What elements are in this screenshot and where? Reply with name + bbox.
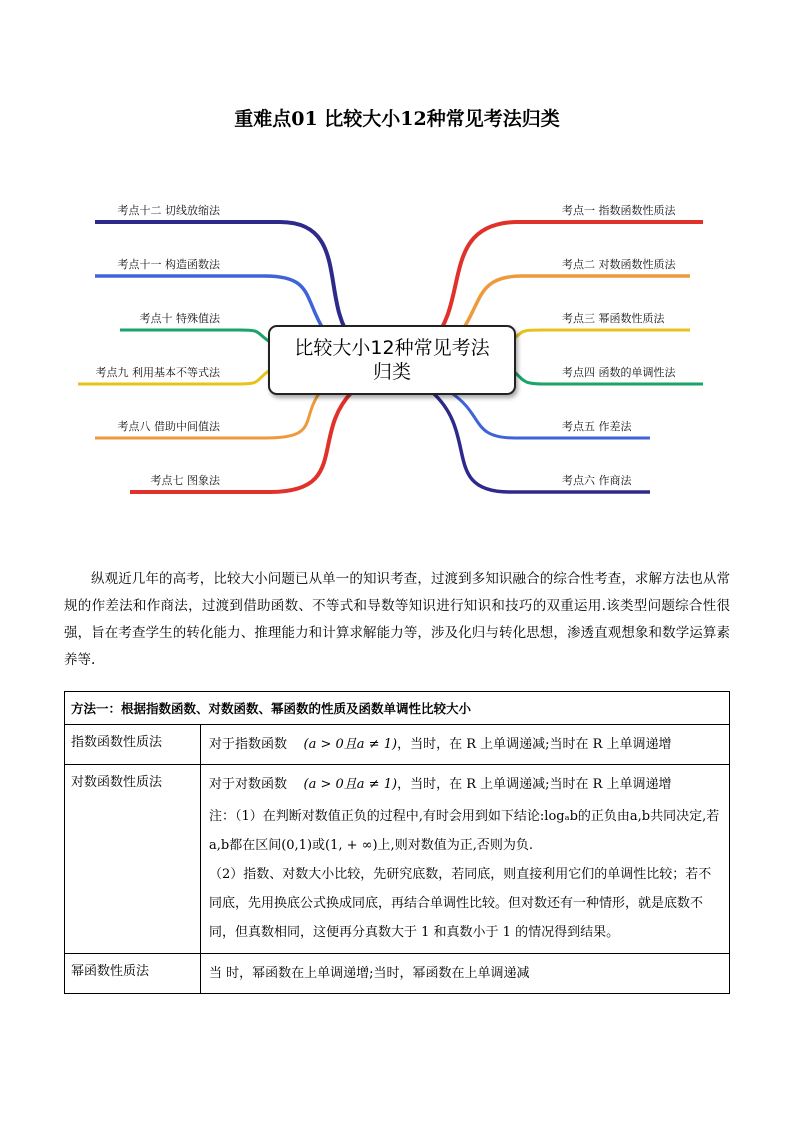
- row-text: ，当时，在 R 上单调递减;当时在 R 上单调递增: [397, 777, 672, 792]
- mind-map: [0, 180, 794, 510]
- row-body-exponential: [201, 725, 730, 765]
- topic-label-1: 考点一 指数函数性质法: [562, 204, 676, 217]
- topic-label-2: 考点二 对数函数性质法: [562, 258, 676, 271]
- row-text: ，当时，在 R 上单调递减;当时在 R 上单调递增: [397, 737, 672, 752]
- table-row: [65, 765, 730, 954]
- note-2: （2）指数、对数大小比较，先研究底数，若同底，则直接利用它们的单调性比较；若不同底，先用换底公式换成同底，再结合单调性比较。但对数还有一种情形，就是底数不同，但真数相同，这便再分真数大于 1 和真数小于 1 的情况得到结果。: [209, 867, 712, 940]
- row-text: 对于对数函数: [209, 777, 288, 792]
- branch-left-1: [95, 222, 352, 340]
- topic-label-7: 考点七 图象法: [150, 474, 220, 487]
- mind-map-center: [268, 325, 516, 395]
- topic-label-6: 考点六 作商法: [562, 474, 632, 487]
- math-condition: (a > 0且a ≠ 1): [303, 777, 398, 792]
- topic-label-4: 考点四 函数的单调性法: [562, 366, 676, 379]
- branch-left-3: [120, 330, 270, 342]
- intro-paragraph: 纵观近几年的高考，比较大小问题已从单一的知识考查，过渡到多知识融合的综合性考查，求解方法也从常规的作差法和作商法，过渡到借助函数、不等式和导数等知识进行知识和技巧的双重运用.该类型问题综合性很强，旨在考查学生的转化能力、推理能力和计算求解能力等，涉及化归与转化思想，渗透直观想象和数学运算素养等.: [64, 571, 730, 668]
- table-row: [65, 954, 730, 994]
- topic-label-12: 考点十二 切线放缩法: [117, 204, 220, 217]
- topic-label-5: 考点五 作差法: [562, 420, 632, 433]
- topic-label-11: 考点十一 构造函数法: [117, 258, 220, 271]
- table-header-row: [65, 692, 730, 725]
- row-label-power: 幂函数性质法: [65, 954, 201, 994]
- methods-table: [64, 691, 730, 994]
- topic-label-10: 考点十 特殊值法: [139, 312, 220, 325]
- row-label-logarithmic: 对数函数性质法: [65, 765, 201, 954]
- branch-right-3: [512, 330, 690, 340]
- row-body-power: 当 时，幂函数在上单调递增;当时，幂函数在上单调递减: [201, 954, 730, 994]
- table-header: 方法一：根据指数函数、对数函数、幂函数的性质及函数单调性比较大小: [65, 692, 730, 725]
- note-1: 注：（1）在判断对数值正负的过程中,有时会用到如下结论:logₐb的正负由a,b共同决定,若a,b都在区间(0,1)或(1, + ∞)上,则对数值为正,否则为负.: [209, 809, 720, 853]
- table-row: [65, 725, 730, 765]
- row-body-logarithmic: [201, 765, 730, 954]
- page-title: 重难点01 比较大小12种常见考法归类: [234, 108, 560, 130]
- topic-label-8: 考点八 借助中间值法: [117, 420, 220, 433]
- center-label: 比较大小12种常见考法归类: [294, 337, 490, 383]
- row-label-exponential: 指数函数性质法: [65, 725, 201, 765]
- topic-label-9: 考点九 利用基本不等式法: [95, 366, 220, 379]
- math-condition: (a > 0且a ≠ 1): [303, 737, 398, 752]
- note-block: [209, 802, 721, 947]
- topic-label-3: 考点三 幂函数性质法: [562, 312, 665, 325]
- row-text: 对于指数函数: [209, 737, 288, 752]
